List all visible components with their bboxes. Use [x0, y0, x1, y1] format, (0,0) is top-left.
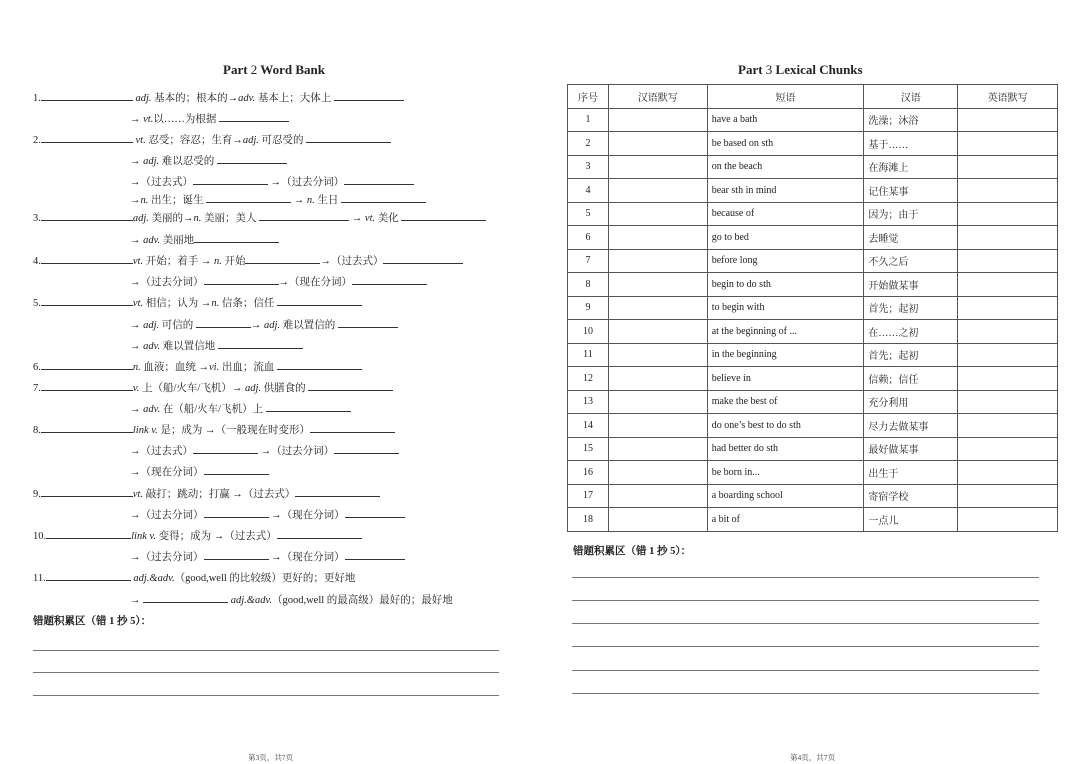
table-row [568, 484, 1058, 508]
item-8-line-2: →（过去式） →（过去分词） [130, 443, 399, 458]
cn-cell: 首先；起初 [864, 296, 958, 320]
item-3-line-2: → adv. 美丽地 [130, 232, 279, 247]
header-no: 序号 [568, 85, 609, 109]
table-row [568, 202, 1058, 226]
en-dictation-cell[interactable] [958, 367, 1058, 391]
en-dictation-cell[interactable] [958, 461, 1058, 485]
phrase-cell: in the beginning [707, 343, 864, 367]
cn-cell: 一点儿 [864, 508, 958, 532]
item-7-line-1: 7. v. 上（船/火车/飞机）→ adj. 供膳食的 [33, 380, 393, 395]
phrase-cell: at the beginning of ... [707, 320, 864, 344]
item-9-line-2: →（过去分词） →（现在分词） [130, 507, 405, 522]
en-dictation-cell[interactable] [958, 437, 1058, 461]
cn-dictation-cell[interactable] [608, 320, 707, 344]
row-number: 7 [568, 249, 609, 273]
en-dictation-cell[interactable] [958, 155, 1058, 179]
row-number: 18 [568, 508, 609, 532]
writing-line [33, 672, 499, 673]
phrase-cell: have a bath [707, 108, 864, 132]
cn-cell: 充分利用 [864, 390, 958, 414]
row-number: 13 [568, 390, 609, 414]
phrase-cell: a boarding school [707, 484, 864, 508]
writing-line [572, 577, 1039, 578]
row-number: 8 [568, 273, 609, 297]
cn-cell: 在……之初 [864, 320, 958, 344]
phrase-cell: to begin with [707, 296, 864, 320]
row-number: 3 [568, 155, 609, 179]
cn-dictation-cell[interactable] [608, 249, 707, 273]
item-2-line-1: 2. vt. 忍受；容忍；生育→adj. 可忍受的 [33, 132, 391, 147]
en-dictation-cell[interactable] [958, 296, 1058, 320]
cn-cell: 基于…… [864, 132, 958, 156]
table-row [568, 390, 1058, 414]
row-number: 11 [568, 343, 609, 367]
item-1-line-2: → vt.以……为根据 [130, 111, 289, 126]
lexical-chunks-table [567, 84, 1058, 532]
row-number: 1 [568, 108, 609, 132]
cn-dictation-cell[interactable] [608, 296, 707, 320]
en-dictation-cell[interactable] [958, 202, 1058, 226]
cn-dictation-cell[interactable] [608, 108, 707, 132]
cn-cell: 不久之后 [864, 249, 958, 273]
right-error-zone-label: 错题积累区（错 1 抄 5）： [573, 546, 692, 557]
item-2-line-3: →（过去式） →（过去分词） [130, 174, 414, 189]
right-page-footer: 第4页，共7页 [790, 753, 835, 762]
phrase-cell: begin to do sth [707, 273, 864, 297]
cn-dictation-cell[interactable] [608, 132, 707, 156]
item-10-line-1: 10. link v. 变得；成为 →（过去式） [33, 528, 362, 543]
writing-line [33, 695, 499, 696]
table-row [568, 367, 1058, 391]
table-row [568, 132, 1058, 156]
table-header-row [568, 85, 1058, 109]
cn-cell: 尽力去做某事 [864, 414, 958, 438]
row-number: 10 [568, 320, 609, 344]
cn-cell: 因为；由于 [864, 202, 958, 226]
table-row [568, 414, 1058, 438]
row-number: 14 [568, 414, 609, 438]
item-4-line-1: 4. vt. 开始；着手 → n. 开始 →（过去式） [33, 253, 463, 268]
phrase-cell: before long [707, 249, 864, 273]
phrase-cell: a bit of [707, 508, 864, 532]
table-row [568, 508, 1058, 532]
row-number: 12 [568, 367, 609, 391]
item-11-line-2: → adj.&adv.（good,well 的最高级）最好的；最好地 [130, 592, 453, 607]
writing-line [572, 693, 1039, 694]
cn-dictation-cell[interactable] [608, 508, 707, 532]
cn-cell: 首先；起初 [864, 343, 958, 367]
table-row [568, 226, 1058, 250]
item-2-line-4: →n. 出生；诞生 → n. 生日 [130, 192, 426, 207]
row-number: 9 [568, 296, 609, 320]
lexical-chunks-title: Part 3 Lexical Chunks [738, 62, 863, 77]
cn-dictation-cell[interactable] [608, 461, 707, 485]
en-dictation-cell[interactable] [958, 390, 1058, 414]
left-error-zone-label: 错题积累区（错 1 抄 5）： [33, 616, 152, 627]
row-number: 5 [568, 202, 609, 226]
writing-line [572, 646, 1039, 647]
phrase-cell: on the beach [707, 155, 864, 179]
row-number: 4 [568, 179, 609, 203]
phrase-cell: be based on sth [707, 132, 864, 156]
row-number: 6 [568, 226, 609, 250]
en-dictation-cell[interactable] [958, 484, 1058, 508]
phrase-cell: make the best of [707, 390, 864, 414]
table-row [568, 249, 1058, 273]
cn-dictation-cell[interactable] [608, 484, 707, 508]
cn-dictation-cell[interactable] [608, 343, 707, 367]
cn-cell: 去睡觉 [864, 226, 958, 250]
en-dictation-cell[interactable] [958, 320, 1058, 344]
table-row [568, 437, 1058, 461]
word-bank-title: Part 2 Word Bank [223, 62, 325, 77]
item-1-line-1: 1. adj. 基本的；根本的→adv. 基本上；大体上 [33, 90, 404, 105]
cn-cell: 寄宿学校 [864, 484, 958, 508]
row-number: 16 [568, 461, 609, 485]
cn-dictation-cell[interactable] [608, 273, 707, 297]
en-dictation-cell[interactable] [958, 343, 1058, 367]
table-row [568, 343, 1058, 367]
item-4-line-2: →（过去分词） →（现在分词） [130, 274, 427, 289]
cn-dictation-cell[interactable] [608, 155, 707, 179]
table-row [568, 320, 1058, 344]
cn-dictation-cell[interactable] [608, 414, 707, 438]
item-5-line-3: → adv. 难以置信地 [130, 338, 303, 353]
phrase-cell: because of [707, 202, 864, 226]
en-dictation-cell[interactable] [958, 249, 1058, 273]
item-7-line-2: → adv. 在（船/火车/飞机）上 [130, 401, 351, 416]
en-dictation-cell[interactable] [958, 179, 1058, 203]
row-number: 17 [568, 484, 609, 508]
cn-cell: 最好做某事 [864, 437, 958, 461]
table-row [568, 273, 1058, 297]
cn-dictation-cell[interactable] [608, 179, 707, 203]
header-en-dictation: 英语默写 [958, 85, 1058, 109]
writing-line [572, 600, 1039, 601]
writing-line [572, 670, 1039, 671]
en-dictation-cell[interactable] [958, 508, 1058, 532]
phrase-cell: believe in [707, 367, 864, 391]
en-dictation-cell[interactable] [958, 226, 1058, 250]
phrase-cell: do one’s best to do sth [707, 414, 864, 438]
item-10-line-2: →（过去分词） →（现在分词） [130, 549, 405, 564]
cn-cell: 信赖；信任 [864, 367, 958, 391]
cn-cell: 开始做某事 [864, 273, 958, 297]
item-3-line-1: 3. adj. 美丽的→n. 美丽；美人 → vt. 美化 [33, 210, 486, 225]
item-5-line-2: → adj. 可信的 → adj. 难以置信的 [130, 317, 398, 332]
phrase-cell: bear sth in mind [707, 179, 864, 203]
en-dictation-cell[interactable] [958, 414, 1058, 438]
cn-dictation-cell[interactable] [608, 367, 707, 391]
writing-line [33, 650, 499, 651]
item-8-line-3: →（现在分词） [130, 464, 269, 479]
item-2-line-2: → adj. 难以忍受的 [130, 153, 287, 168]
table-row [568, 179, 1058, 203]
item-6-line-1: 6. n. 血液；血统 →vi. 出血；流血 [33, 359, 362, 374]
cn-cell: 记住某事 [864, 179, 958, 203]
item-5-line-1: 5. vt. 相信；认为 →n. 信条；信任 [33, 295, 362, 310]
table-row [568, 108, 1058, 132]
en-dictation-cell[interactable] [958, 132, 1058, 156]
table-row [568, 155, 1058, 179]
header-cn: 汉语 [864, 85, 958, 109]
en-dictation-cell[interactable] [958, 108, 1058, 132]
cn-cell: 出生于 [864, 461, 958, 485]
left-page-footer: 第3页，共7页 [248, 753, 293, 762]
en-dictation-cell[interactable] [958, 273, 1058, 297]
cn-cell: 洗澡；沐浴 [864, 108, 958, 132]
table-row [568, 461, 1058, 485]
cn-dictation-cell[interactable] [608, 226, 707, 250]
phrase-cell: had better do sth [707, 437, 864, 461]
item-11-line-1: 11. adj.&adv.（good,well 的比较级）更好的；更好地 [33, 570, 355, 585]
cn-dictation-cell[interactable] [608, 202, 707, 226]
header-cn-dictation: 汉语默写 [608, 85, 707, 109]
row-number: 2 [568, 132, 609, 156]
phrase-cell: be born in... [707, 461, 864, 485]
cn-cell: 在海滩上 [864, 155, 958, 179]
cn-dictation-cell[interactable] [608, 437, 707, 461]
row-number: 15 [568, 437, 609, 461]
header-phrase: 短语 [707, 85, 864, 109]
table-row [568, 296, 1058, 320]
phrase-cell: go to bed [707, 226, 864, 250]
item-8-line-1: 8. link v. 是；成为 →（一般现在时变形） [33, 422, 395, 437]
item-9-line-1: 9. vt. 敲打；跳动；打赢 →（过去式） [33, 486, 380, 501]
writing-line [572, 623, 1039, 624]
cn-dictation-cell[interactable] [608, 390, 707, 414]
